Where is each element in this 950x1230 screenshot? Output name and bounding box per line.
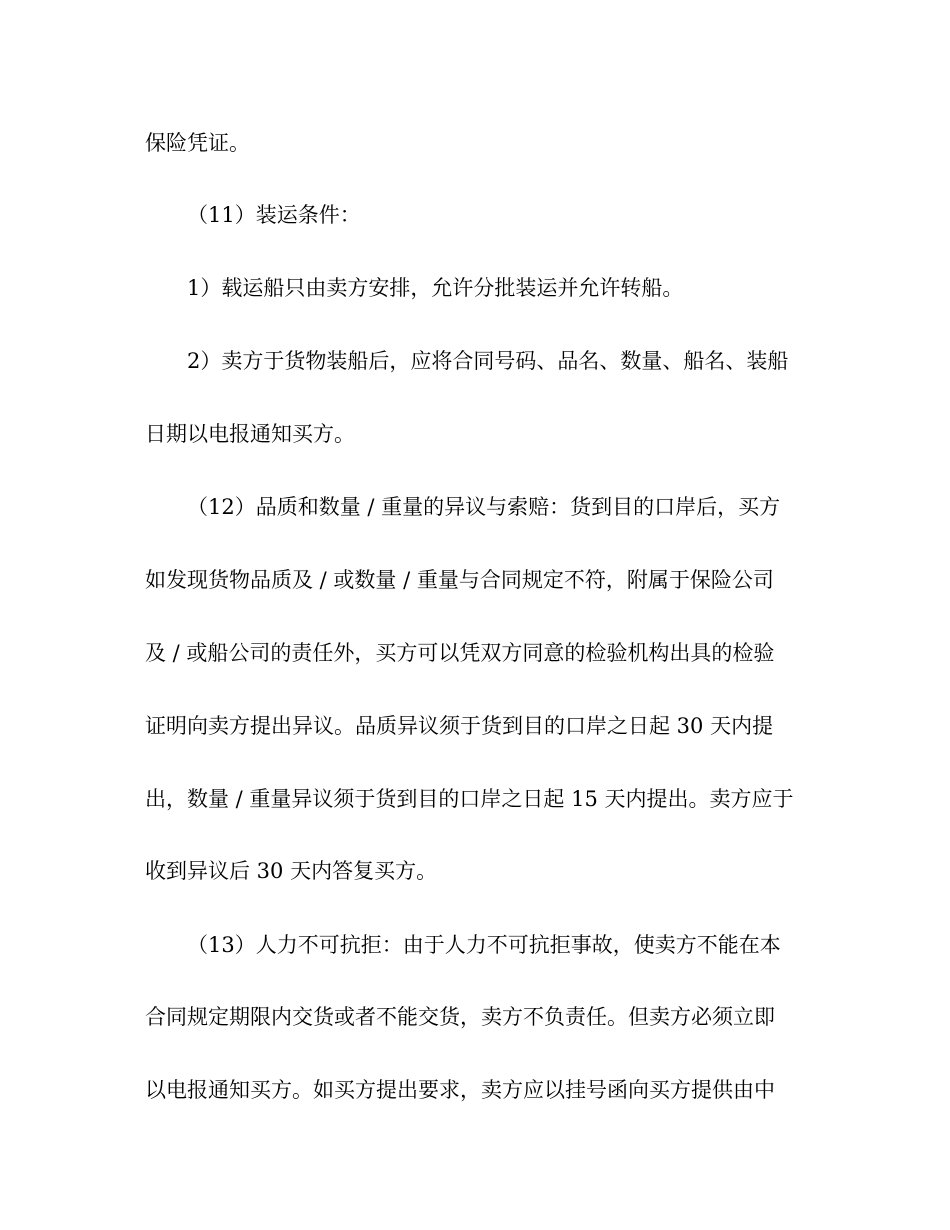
clause-11-item-2: 2）卖方于货物装船后，应将合同号码、品名、数量、船名、装船 [187,349,789,373]
clause-11-item-1: 1）载运船只由卖方安排，允许分批装运并允许转船。 [187,276,684,300]
clause-11-item-2-continued: 日期以电报通知买方。 [145,422,355,446]
clause-12-text-line-3: 证明向卖方提出异议。品质异议须于货到目的口岸之日起 30 天内提 [145,714,774,738]
text-line-insurance-certificate: 保险凭证。 [145,131,250,155]
clause-12-heading: （12）品质和数量 / 重量的异议与索赔：货到目的口岸后，买方 [187,495,781,519]
clause-11-heading: （11）装运条件： [187,203,361,227]
clause-13-text-line-1: 合同规定期限内交货或者不能交货，卖方不负责任。但卖方必须立即 [145,1005,775,1029]
clause-12-text-line-1: 如发现货物品质及 / 或数量 / 重量与合同规定不符，附属于保险公司 [145,568,774,592]
clause-12-text-line-2: 及 / 或船公司的责任外，买方可以凭双方同意的检验机构出具的检验 [145,641,775,665]
clause-12-text-line-5: 收到异议后 30 天内答复买方。 [145,859,438,883]
clause-13-text-line-2: 以电报通知买方。如买方提出要求，卖方应以挂号函向买方提供由中 [145,1078,775,1102]
clause-13-heading: （13）人力不可抗拒：由于人力不可抗拒事故，使卖方不能在本 [187,933,781,957]
clause-12-text-line-4: 出，数量 / 重量异议须于货到目的口岸之日起 15 天内提出。卖方应于 [145,787,794,811]
